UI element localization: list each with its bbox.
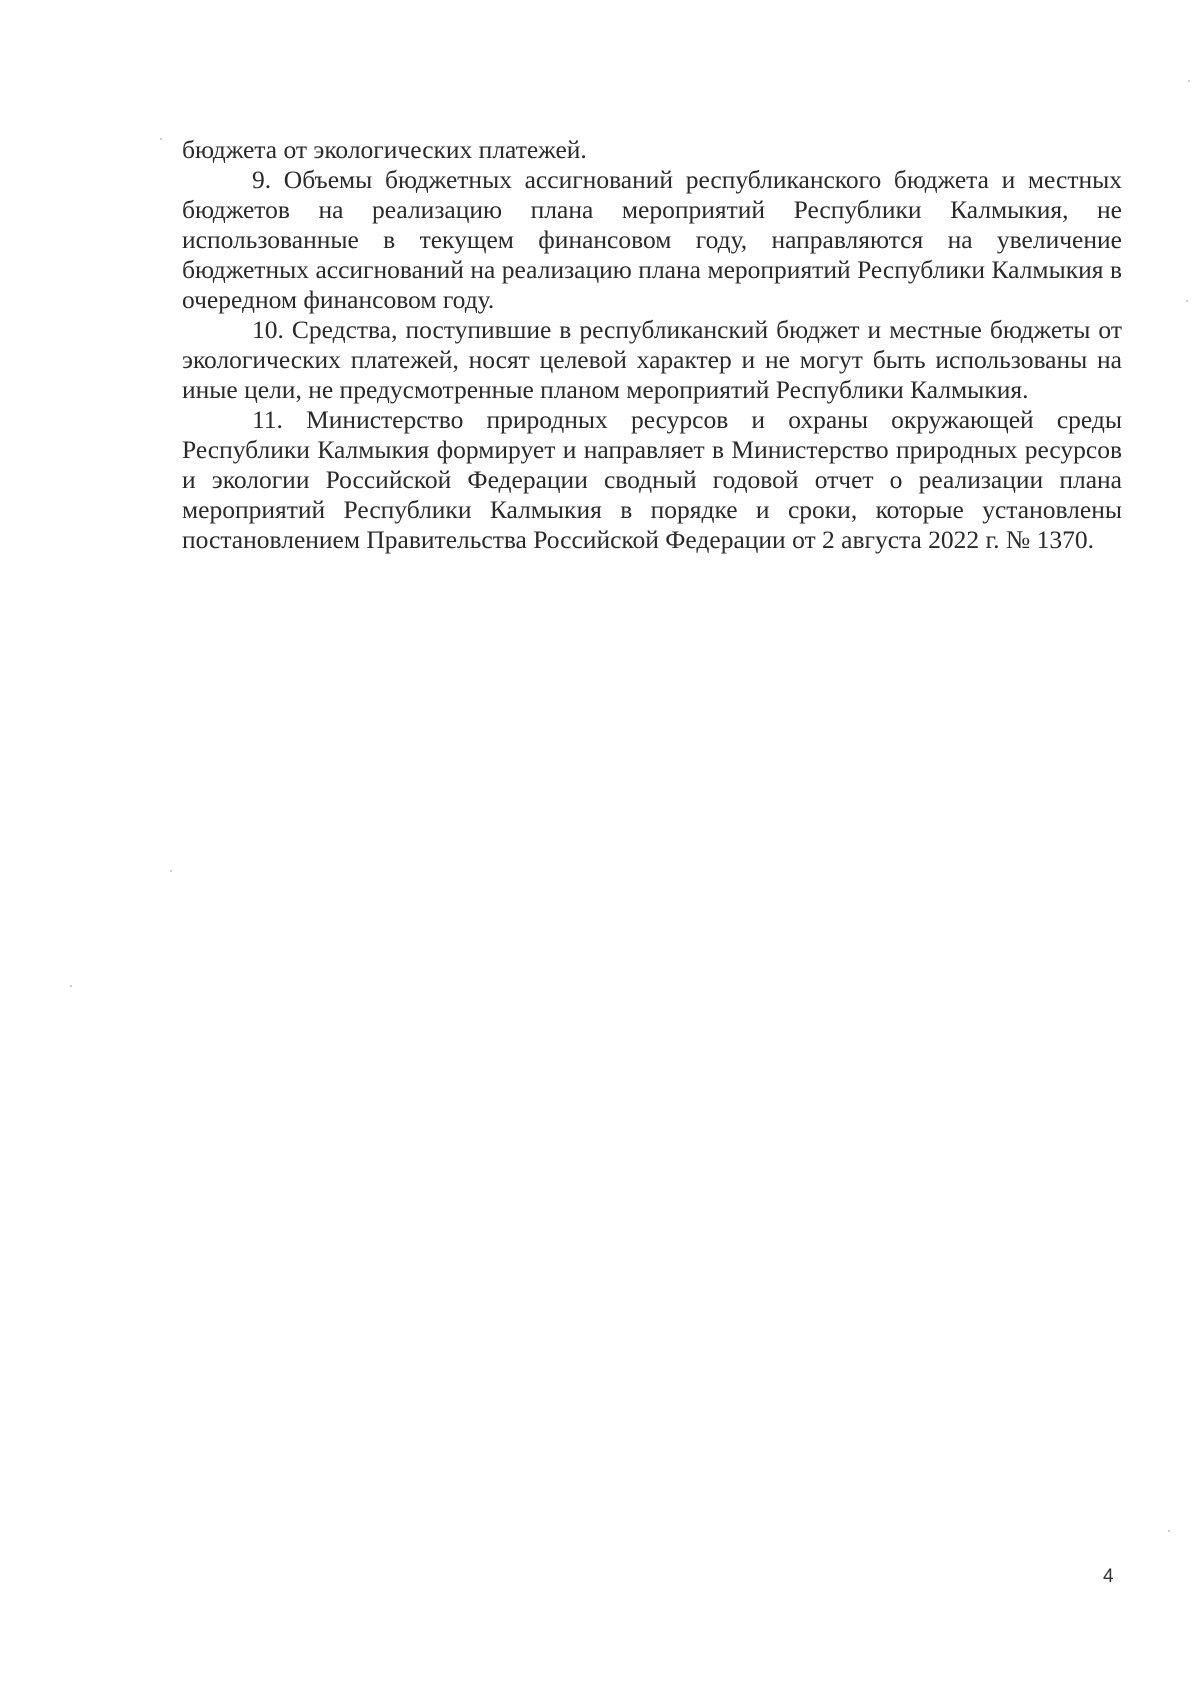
scan-speck: [1188, 80, 1190, 82]
paragraph-item-11: 11. Министерство природных ресурсов и охраны окружающей среды Республики Калмыкия формирует и направляет в Министерство природных ресурсов и экологии Российской Федерации сводный годовой отчет о реализации плана мероприятий Республики Калмыкия в порядке и сроки, которые установлены постановлением Правительства Российской Федерации от 2 августа 2022 г. № 1370.: [182, 405, 1122, 554]
scan-speck: [170, 870, 172, 872]
page-number: 4: [1103, 1566, 1114, 1587]
scan-speck: [1168, 1530, 1170, 1532]
paragraph-continuation: бюджета от экологических платежей.: [182, 135, 587, 164]
scan-speck: [1186, 300, 1188, 302]
paragraph-item-10: 10. Средства, поступившие в республиканский бюджет и местные бюджеты от экологических платежей, носят целевой характер и не могут быть использованы на иные цели, не предусмотренные планом мероприятий Республики Калмыкия.: [182, 315, 1122, 404]
paragraph-item-9: 9. Объемы бюджетных ассигнований республиканского бюджета и местных бюджетов на реализацию плана мероприятий Республики Калмыкия, не использованные в текущем финансовом году, направляются на увеличение бюджетных ассигнований на реализацию плана мероприятий Республики Калмыкия в очередном финансовом году.: [182, 165, 1122, 314]
document-body: [182, 135, 1122, 555]
scan-speck: [70, 985, 72, 987]
scan-speck: [160, 138, 162, 140]
